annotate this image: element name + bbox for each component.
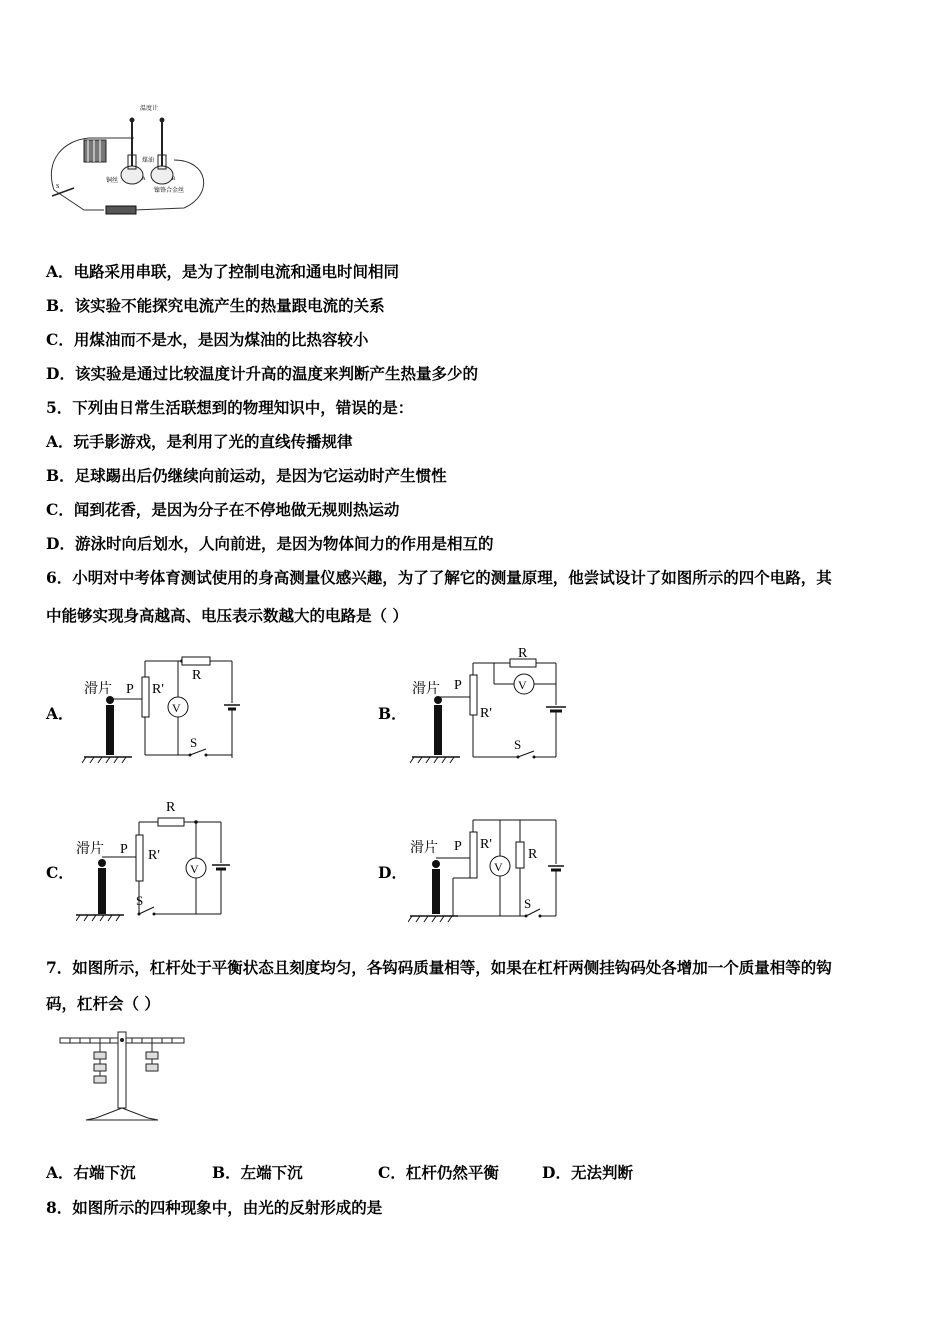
q6-circuit-b — [410, 645, 580, 770]
r-prime-label: R' — [480, 837, 492, 852]
switch-label: S — [56, 184, 60, 190]
q8-stem: 8．如图所示的四种现象中，由光的反射形成的是 — [46, 1198, 383, 1217]
p-label: P — [454, 678, 462, 693]
copper-wire-label: 铜丝 — [106, 178, 119, 184]
q5-stem: 5．下列由日常生活联想到的物理知识中，错误的是： — [46, 398, 414, 417]
r-prime-label: R' — [152, 682, 164, 697]
q7-option-b: B．左端下沉 — [212, 1163, 303, 1182]
q4-option-b: B．该实验不能探究电流产生的热量跟电流的关系 — [46, 296, 385, 315]
v-label: V — [190, 862, 199, 876]
r-prime-label: R' — [148, 848, 160, 863]
q5-option-b: B．足球踢出后仍继续向前运动，是因为它运动时产生惯性 — [46, 466, 447, 485]
label-b: B — [172, 177, 176, 182]
q7-lever-figure — [56, 1030, 188, 1126]
nichrome-wire-label: 镍铬合金丝 — [154, 188, 185, 194]
q6-circuit-d — [408, 812, 578, 927]
thermometer-label: 温度计 — [140, 106, 159, 112]
r-label: R — [192, 668, 202, 683]
label-a: A — [142, 177, 146, 182]
q4-circuit-figure — [44, 100, 214, 220]
slider-label: 滑片 — [84, 682, 112, 697]
s-label: S — [514, 737, 522, 752]
q4-option-d: D．该实验是通过比较温度计升高的温度来判断产生热量多少的 — [46, 364, 478, 383]
r-label: R — [166, 800, 176, 815]
p-label: P — [454, 839, 462, 854]
q6-option-c-letter: C． — [46, 863, 74, 882]
kerosene-label: 煤油 — [142, 158, 155, 164]
r-label: R — [518, 646, 528, 661]
q6-stem-line1: 6．小明对中考体育测试使用的身高测量仪感兴趣，为了了解它的测量原理，他尝试设计了如图所示的四个电路，其 — [46, 568, 832, 587]
p-label: P — [120, 842, 128, 857]
q6-option-d-letter: D． — [378, 863, 407, 882]
s-label: S — [524, 896, 532, 911]
q6-circuit-c — [76, 795, 246, 925]
slider-label: 滑片 — [412, 682, 440, 697]
q6-circuit-a — [82, 655, 252, 770]
s-label: S — [136, 893, 144, 908]
q7-stem-line1: 7．如图所示，杠杆处于平衡状态且刻度均匀，各钩码质量相等，如果在杠杆两侧挂钩码处各增加一个质量相等的钩 — [46, 958, 832, 977]
q5-option-a: A．玩手影游戏，是利用了光的直线传播规律 — [46, 432, 353, 451]
q7-option-d: D．无法判断 — [542, 1163, 633, 1182]
s-label: S — [190, 735, 198, 750]
q4-option-a: A．电路采用串联，是为了控制电流和通电时间相同 — [46, 262, 400, 281]
q5-option-c: C．闻到花香，是因为分子在不停地做无规则热运动 — [46, 500, 400, 519]
slider-label: 滑片 — [76, 842, 104, 857]
p-label: P — [126, 682, 134, 697]
q7-option-c: C．杠杆仍然平衡 — [378, 1163, 499, 1182]
r-prime-label: R' — [480, 706, 492, 721]
q6-option-b-letter: B． — [378, 704, 407, 723]
q6-option-a-letter: A． — [46, 704, 74, 723]
q7-option-a: A．右端下沉 — [46, 1163, 136, 1182]
q5-option-d: D．游泳时向后划水，人向前进，是因为物体间力的作用是相互的 — [46, 534, 494, 553]
q6-stem-line2: 中能够实现身高越高、电压表示数越大的电路是（ ） — [46, 606, 408, 625]
v-label: V — [494, 860, 503, 874]
slider-label: 滑片 — [410, 841, 438, 856]
v-label: V — [172, 701, 181, 715]
q7-stem-line2: 码，杠杆会（ ） — [46, 994, 160, 1013]
v-label: V — [518, 678, 527, 692]
q4-option-c: C．用煤油而不是水，是因为煤油的比热容较小 — [46, 330, 369, 349]
r-label: R — [528, 847, 538, 862]
